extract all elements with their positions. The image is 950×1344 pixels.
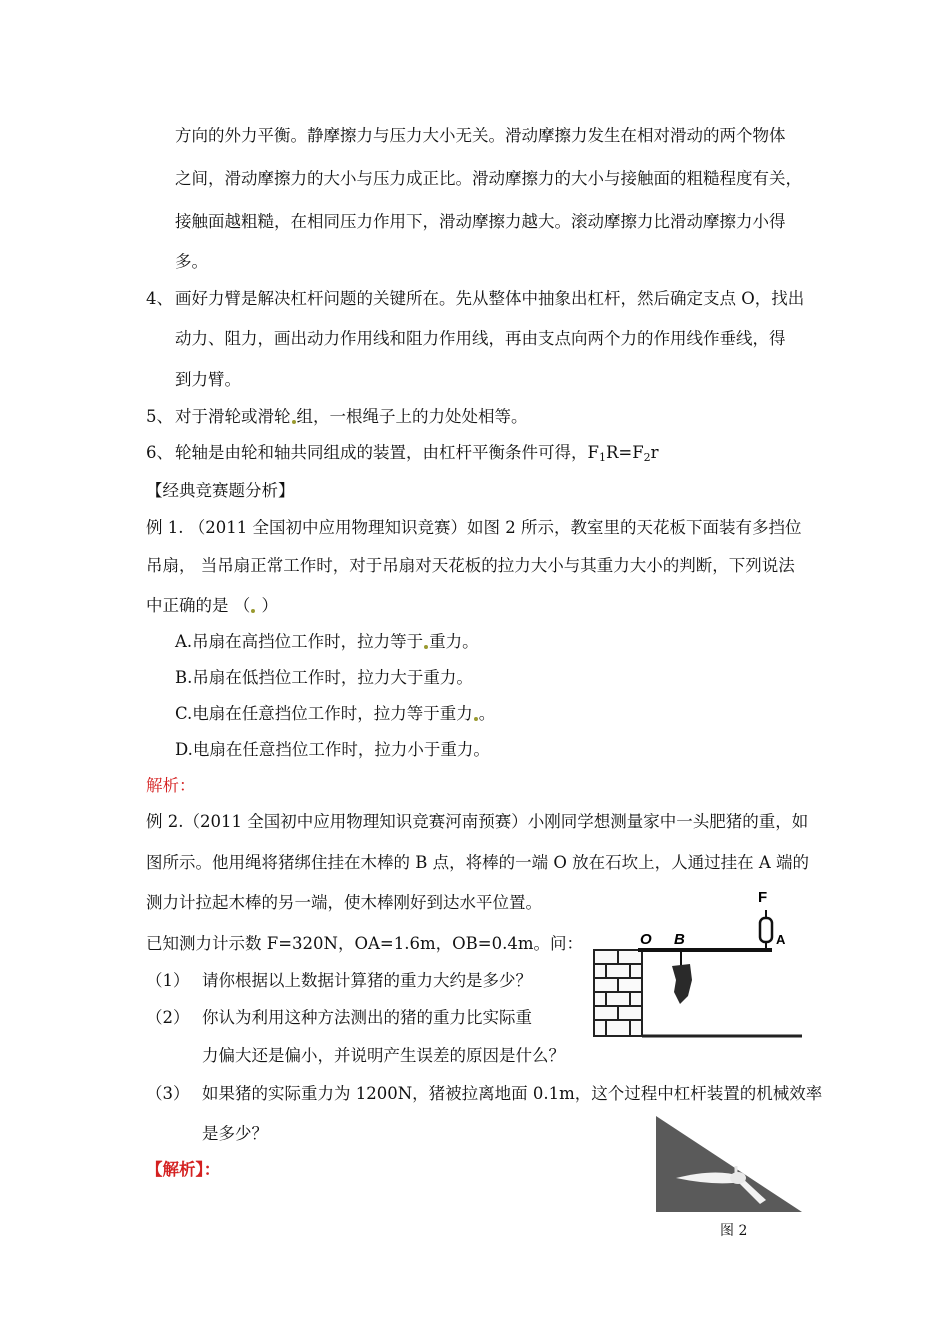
brick-wall bbox=[594, 950, 642, 1036]
example-line: 吊扇， 当吊扇正常工作时，对于吊扇对天花板的拉力大小与其重力大小的判断，下列说法 bbox=[146, 556, 795, 575]
question-number: （3） bbox=[146, 1084, 190, 1103]
label-b: B bbox=[674, 931, 685, 948]
label-o: O bbox=[640, 931, 652, 948]
paragraph-line: 接触面越粗糙，在相同压力作用下，滑动摩擦力越大。滚动摩擦力比滑动摩擦力小得 bbox=[175, 212, 786, 231]
list-item-text: 动力、阻力，画出动力作用线和阻力作用线，再由支点向两个力的作用线作垂线，得 bbox=[175, 329, 786, 348]
question-number: （2） bbox=[146, 1008, 190, 1027]
example-line: 中正确的是 （ ） bbox=[146, 596, 278, 615]
paragraph-line: 多。 bbox=[175, 252, 208, 271]
question-text: 请你根据以上数据计算猪的重力大约是多少？ bbox=[202, 971, 532, 990]
list-number: 4、 bbox=[146, 289, 173, 308]
option-d: D.电扇在任意挡位工作时，拉力小于重力。 bbox=[175, 740, 490, 759]
ceiling-fan-figure bbox=[656, 1116, 806, 1216]
ink-dot bbox=[474, 717, 478, 721]
paragraph-line: 方向的外力平衡。静摩擦力与压力大小无关。滑动摩擦力发生在相对滑动的两个物体 bbox=[175, 126, 786, 145]
lever-figure bbox=[588, 884, 806, 1040]
pig-shape bbox=[672, 964, 692, 1004]
option-c: C.电扇在任意挡位工作时，拉力等于重力 。 bbox=[175, 704, 496, 723]
question-text: 你认为利用这种方法测出的猪的重力比实际重 bbox=[202, 1008, 532, 1027]
option-a: A.吊扇在高挡位工作时，拉力等于 重力。 bbox=[175, 632, 479, 651]
question-text: 如果猪的实际重力为 1200N，猪被拉离地面 0.1m，这个过程中杠杆装置的机械效率 bbox=[202, 1084, 823, 1103]
label-a: A bbox=[776, 932, 786, 947]
list-item-text: 画好力臂是解决杠杆问题的关键所在。先从整体中抽象出杠杆，然后确定支点 O，找出 bbox=[175, 289, 805, 308]
list-item-text: 对于滑轮或滑轮 组，一根绳子上的力处处相等。 bbox=[175, 407, 528, 426]
ceiling-triangle bbox=[656, 1116, 802, 1212]
ink-dot bbox=[292, 420, 296, 424]
question-number: （1） bbox=[146, 971, 190, 990]
example-line: 已知测力计示数 F=320N，OA=1.6m，OB=0.4m。问： bbox=[146, 934, 583, 953]
question-text: 是多少？ bbox=[202, 1124, 268, 1143]
list-number: 5、 bbox=[146, 407, 173, 426]
section-heading: 【经典竞赛题分析】 bbox=[146, 481, 295, 500]
option-b: B.吊扇在低挡位工作时，拉力大于重力。 bbox=[175, 668, 473, 687]
list-item-text: 轮轴是由轮和轴共同组成的装置，由杠杆平衡条件可得，$F_1R=F_2r$ bbox=[175, 443, 659, 464]
analysis-label: 【解析】： bbox=[146, 1160, 221, 1179]
label-f: F bbox=[758, 889, 768, 906]
example-line: 图所示。他用绳将猪绑住挂在木棒的 B 点，将棒的一端 O 放在石坎上，人通过挂在 A 端的 bbox=[146, 853, 810, 872]
paragraph-line: 之间，滑动摩擦力的大小与压力成正比。滑动摩擦力的大小与接触面的粗糙程度有关， bbox=[175, 169, 802, 188]
list-number: 6、 bbox=[146, 443, 173, 462]
list-item-text: 到力臂。 bbox=[175, 370, 241, 389]
spring-scale bbox=[760, 910, 772, 950]
example-line: 测力计拉起木棒的另一端，使木棒刚好到达水平位置。 bbox=[146, 893, 542, 912]
figure-caption: 图 2 bbox=[720, 1223, 748, 1239]
analysis-label: 解析： bbox=[146, 776, 196, 795]
example-line: 例 2.（2011 全国初中应用物理知识竞赛河南预赛）小刚同学想测量家中一头肥猪的重，如 bbox=[146, 812, 809, 831]
question-text: 力偏大还是偏小，并说明产生误差的原因是什么？ bbox=[202, 1046, 565, 1065]
example-line: 例 1. （2011 全国初中应用物理知识竞赛）如图 2 所示，教室里的天花板下面装有多挡位 bbox=[146, 518, 802, 537]
ink-dot bbox=[424, 645, 428, 649]
ink-dot bbox=[251, 609, 255, 613]
